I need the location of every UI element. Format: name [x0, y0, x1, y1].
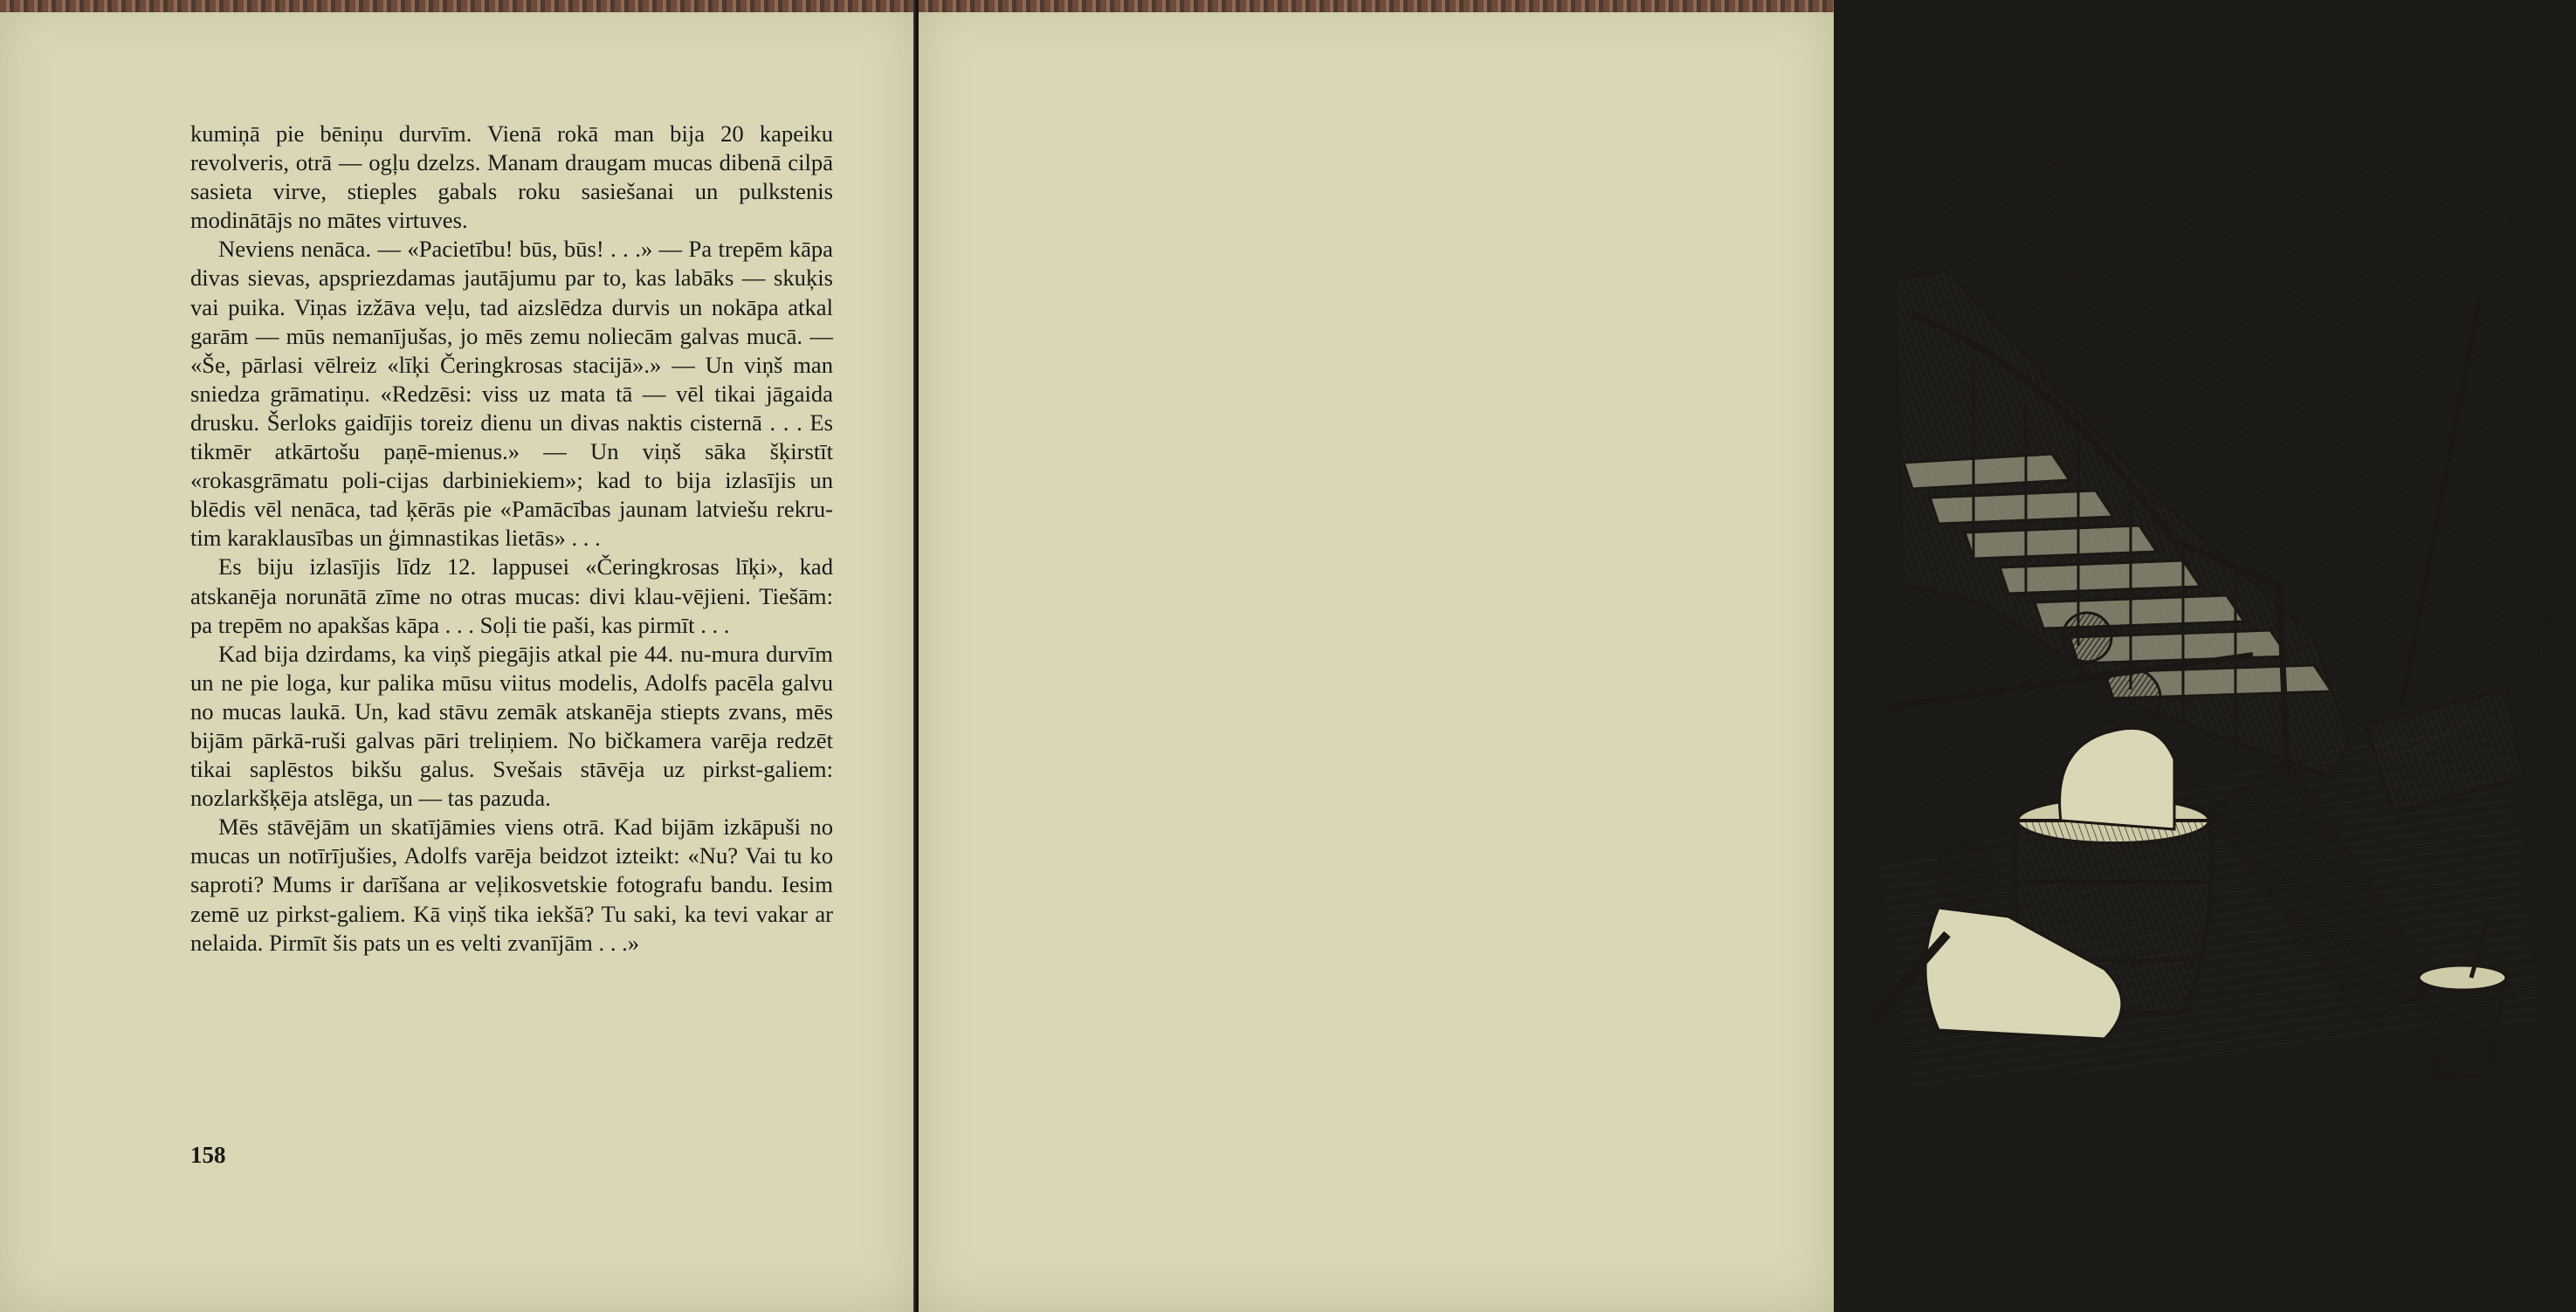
paragraph: Kad bija dzirdams, ka viņš piegājis atkal pie 44. nu-mura durvīm un ne pie loga, kur palika mūsu viitus modelis, Adolfs pacēla galvu no mucas laukā. Un, kad stāvu zemāk atskanēja stiepts zvans, mēs bijām pārkā-ruši galvas pāri treliņiem. No bičkamera varēja redzēt tikai saplēstos bikšu galus. Svešais stāvēja uz pirkst-galiem: nozlarkšķēja atslēga, un — tas pazuda.: [190, 640, 833, 812]
page-edge-strip: [0, 0, 915, 12]
artist-signature: H VĪTOL '43: [2524, 603, 2564, 708]
boy-head-hidden: [2063, 613, 2111, 662]
left-page: [0, 0, 915, 1312]
staircase-illustration: [1877, 148, 2576, 1109]
boy-head-back: [2101, 669, 2160, 728]
body-text: [190, 120, 833, 958]
page-edge-strip: [919, 0, 1834, 12]
paragraph: kumiņā pie bēniņu durvīm. Vienā rokā man bija 20 kapeiku revolveris, otrā — ogļu dzelzs. Manam draugam mucas dibenā cilpā sasieta virve, stieples gabals roku sasiešanai un pulkstenis modinātājs no mātes virtuves.: [190, 120, 833, 234]
paragraph: Neviens nenāca. — «Pacietību! būs, būs! . . .» — Pa trepēm kāpa divas sievas, apspriezdamas jautājumu par to, kas labāks — skuķis vai puika. Viņas izžāva veļu, tad aizslēdza durvis un nokāpa atkal garām — mūs nemanījušas, jo mēs zemu noliecām galvas mucā. — «Še, pārlasi vēlreiz «līķi Čeringkrosas stacijā».» — Un viņš man sniedza grāmatiņu. «Redzēsi: viss uz mata tā — vēl tikai jāgaida drusku. Šerloks gaidījis toreiz dienu un divas naktis cisternā . . . Es tikmēr atkārtošu paņē-mienus.» — Un viņš sāka šķirstīt «rokasgrāmatu poli-cijas darbiniekiem»; kad to bija izlasījis un blēdis vēl nenāca, tad ķērās pie «Pamācības jaunam latviešu rekru-tim karaklausības un ģimnastikas lietās» . . .: [190, 236, 833, 552]
paragraph: Es biju izlasījis līdz 12. lappusei «Čeringkrosas līķi», kad atskanēja norunātā zīme no otras mucas: divi klau-vējieni. Tiešām: pa trepēm no apakšas kāpa . . . Soļi tie paši, kas pirmīt . . .: [190, 553, 833, 638]
page-number: 158: [190, 1142, 226, 1168]
crouching-boy-head: [1937, 845, 1993, 901]
paragraph: Mēs stāvējām un skatījāmies viens otrā. Kad bijām izkāpuši no mucas un notīrījušies, Adolfs varēja beidzot izteikt: «Nu? Vai tu ko saproti? Mums ir darīšana ar veļikosvetskie fotografu bandu. Iesim zemē uz pirkst-galiem. Kā viņš tika iekšā? Tu saki, ka tevi vakar ar nelaida. Pirmīt šis pats un es velti zvanījām . . .»: [190, 814, 833, 956]
right-page: [919, 0, 2564, 1312]
